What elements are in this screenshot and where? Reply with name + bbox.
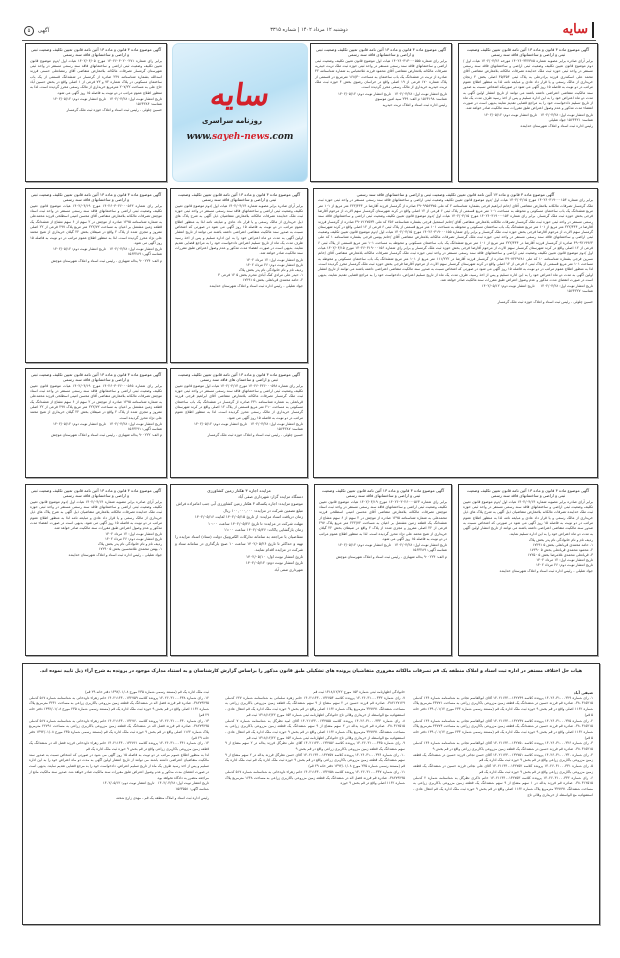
section-name: آگهی <box>37 28 50 34</box>
pub-first: تاریخ انتشار نوبت اول: ۱۴۰۲/۰۴/۲۸ <box>394 91 447 96</box>
notice-body: برابر آرای صادره برابر مصوبه شماره ۱۴۰۲/۰۴/۱۴ هیات اول /دوم موضوع قانون تعیین تکلیف وضعیت ثبتی اراضی و ساختمانهای فاقد سند رسمی مستقر در واحد ثبتی حوزه ثبت ملک خداینده تصرفات مالکانه بلامعارض متقاضیان ذیل آگهی به شرح پلاک های ذیل خریداری از مالک رسمی و یا قرار داد عادی و مبایعه نامه لذا به منظور اطلاع عموم مراتب در دو نوبت به فاصله ۱۵ روز آگهی می شود در صورتی که اشخاص نسبت به صدور سند مالکیت متقاضی اعتراضی داشته باشند می توانند از تاریخ انتشار اولین آگهی به مدت دو ماه اعتراض خود را به این اداره تسلیم نمایند. <box>463 499 593 536</box>
notice-body: برابر آرای صادره برابر مصوبه شماره ۱۴۰۲/۰۴/۱۴ هیات اول /دوم موضوع قانون تعیین تکلیف وضعیت ثبتی اراضی و ساختمانهای فاقد سند رسمی مستقر در واحد ثبتی حوزه ثبت ملک خداینده تصرفات مالکانه بلامعارض متقاضیان ذیل آگهی به شرح پلاک های ذیل خریداری از مالک رسمی و یا قرار داد عادی و مبایعه نامه لذا به منظور اطلاع عموم مراتب در دو نوبت به فاصله ۱۵ روز آگهی می شود در صورتی که اشخاص نسبت به صدور سند مالکیت متقاضی اعتراضی داشته باشند می توانند از تاریخ انتشار اولین آگهی به مدت دو ماه اعتراض خود را به این اداره تسلیم و پس از اخذ رسید ظرف مدت یک ماه از تاریخ تسلیم اعتراض دادخواست خود را به مراجع قضایی تقدیم نمایند. بدیهی است در صورت انقضاء مدت مذکور و عدم وصول اعتراض طبق مقررات سند مالکیت صادر خواهد شد. <box>175 203 303 256</box>
pub-second: تاریخ انتشار نوبت دوم: ۱۴۰۲/۰۵/۱۲ <box>194 421 247 426</box>
notice-box <box>25 43 167 182</box>
notice-id: شناسه: ۱۵۶۳۲۸۴ <box>136 102 162 107</box>
notice-box <box>170 368 308 478</box>
auction-row: موضوع مزایده: اجاره یکساله ۳ هکتار زمین کشاورزی آبی جنب امامزاده فراش <box>176 501 303 506</box>
list-item: ۱- حامد محمدی قربانعلی بخش ۵ ۱۷۲۹۱ <box>532 542 593 547</box>
auction-row: متقاضیان با مراجعه به سامانه تدارکات الکترونیک دولت (ستاد) اسناد مزایده را تهیه و حداکثر تا تاریخ ۱۴۰۲/۰۵/۲۶ ساعت ۱۰ صبح بارگذاری در سامانه ستاد و شرکت در مزایده اقدام نمایند. <box>175 533 303 553</box>
notice-body: برابر رای شماره ۱۴۰۲۶۰۳۰۲۶۰۰۰۵۶۵ مورخ ۱۴۰۲/۰۴/۱۹ هیات موضوع قانون تعیین تکلیف وضعیت ثبتی اراضی و ساختمانهای فاقد سند رسمی مستقر در واحد ثبت اسناد موچش تصرفات مالکانه بلامعارض متقاضی آقای محسن امینی اسطلخی فرزند محمدعلی به شماره شناسنامه ۱۲۹۵ صادره از موچش در ۲ سهم از ۶ سهم مشاع از ششدانگ یک قطعه زمین مشتمل بر اعیان به مساحت ۲۲۲/۷۲ متر مربع پلاک ۲۹۷ فرعی از ۲۲ اصلی مفروز و مجزی شده از پلاک ۲ واقع در صیقلان بخش ۲۲ گیلان خریداری از شیخ محمد علی نژاد محرز گردیده است. <box>30 383 162 420</box>
ruling-paragraph: ۱. رای شماره ۱۴۰۲۶۰۳۱۰۰۰۳۲۹ پرونده کلاسه ۱۴۰۲۱۱۴۴۰۰۱۳۲۷۴۹ آقای ابوالقاسم نجاتی به شناسنامه شماره ۱۳۶ کدملی ۰۳۸۰۳۱۵۲۱۵ صادره قم فرزند حسین در ششدانگ یک قطعه زمین مزروعی باکاربری زراعی به مساحت ۴۳۷۷۱ مترمربع پلاک شماره ۱۱۶۲ اصلی واقع در قم بخش ۹ حوزه ثبت ملک اداره یک قم (مستند رسمی شماره ۲۳۴ مورخ ۱۳۹۰/۰۱/۱۲ دفتر خانه ۵ قم) <box>413 695 593 717</box>
notice-id: شناسه: ۱۵۶۳۴۲۱ جواد شلیلی <box>548 118 593 123</box>
notice-column-right <box>413 690 593 798</box>
pub-first: تاریخ انتشار نوبت اول: ۱۲ مرداد ۱۴۰۲ <box>246 257 303 262</box>
pub-second: تاریخ انتشار نوبت دوم: ۲۶ مرداد ۱۴۰۲ <box>245 263 303 268</box>
notice-title: آگهی موضوع ماده ۳ قانون و ماده ۱۳ آئین نامه قانون تعیین تکلیف وضعیت ثبتی و اراضی و ساختمانهای فاقد سند رسمی <box>356 192 555 197</box>
pub-first: تاریخ انتشار نوبت اول: ۱۲ مرداد ۱۴۰۲ <box>105 531 162 536</box>
ruling-paragraph: لذا به منظور اطلاع عموم مراتب در دو نوبت به فاصله ۱۵ روز آگهی می شود در صورتی که اشخاص نسبت به صدور سند مالکیت متقاضیان اعتراضی داشته باشند می توانند از تاریخ انتشار اولین آگهی به مدت دو ماه اعتراض خود را به این اداره تسلیم و پس از اخذ رسید ظرف یک ماه از تاریخ تسلیم اعتراض، دادخواست خود را به مرجع قضایی تقدیم نمایند. بدیهی است در صورت انقضای مدت مذکور و عدم وصول اعتراض طبق مقررات سند مالکیت صادر خواهد شد. صدور سند مالکیت مانع از مراجعه متضرر به دادگاه نخواهد بود. <box>29 752 209 780</box>
ruling-paragraph: ۱۲. رای شماره ۱۴۰۲۶۰۳۱۰۰۰۳۳۸ پرونده کلاسه ۱۴۰۲۱۱۴۴۰۰۱۳۲۷۵۹ خانم زهراء داودخانی به شناسنامه شماره ۵۱۷ کدملی ۰۳۸۲۷۹۲۹۵ صادره قم فرزند فضل اله در ششدانگ یک قطعه زمین مزروعی باکاربری زراعی به مساحت ۳۲۴۱ مترمربع پلاک شماره ۱۱۶۲ اصلی واقع در قم بخش ۹ حوزه ثبت ملک اداره یک قم (مستند رسمی شماره ۲۳۵ مورخ ۱۳۹۲/۰۱/۰۸ دفتر خانه ۲۹ قم) <box>29 695 209 717</box>
list-item: ۱- حیدر علی مرادی کنگ آبادی محرم بخش ۵ ۱۲ فرعی ۴ <box>218 273 303 278</box>
notice-title: آگهی موضوع ماده ۳ قانون و ماده ۱۳ آئین نامه قانون تعیین تکلیف وضعیت ثبتی و اراضی و ساختمانهای فاقد سند رسمی <box>466 488 590 499</box>
pub-first: تاریخ انتشار نوبت اول: ۱۴۰۲/۰۴/۲۸ <box>250 421 303 426</box>
notice-signature: حسین چلوئی - رئیس ثبت اسناد و املاک حوزه ثبت ملک گرمسار <box>497 299 593 304</box>
auction-title: مزایده اجاره ۳ هکتار زمین کشاورزی <box>207 488 271 493</box>
url-suffix: .com <box>269 132 294 142</box>
ruling-paragraph: ۹. رای شماره ۱۴۰۲۶۰۳۱۰۰۰۳۳۵ پرونده کلاسه ۱۴۰۲۱۱۴۴۰۰۱۳۲۷۵۶ آقای علی نظرگل فرزند یداله در ۲ سهم مشاع از ۹ سهم ششدانگ یک قطعه زمین مزروعی باکاربری زراعی واقع در قم بخش ۹ <box>225 741 405 752</box>
notice-box <box>25 188 167 363</box>
applicants-list <box>30 542 162 552</box>
pub-second: تاریخ انتشار نوبت دوم: ۱۴۰۲/۰۵/۱۲ <box>338 91 391 96</box>
notice-id: شناسه آگهی: ۱۵۶۳۵۵۱ <box>175 786 209 791</box>
pub-second: تاریخ انتشار نوبت دوم: ۱۴۰۲/۰۵/۱۲ <box>53 96 106 101</box>
pub-first: تاریخ انتشار نوبت اول: ۱۴۰۲/۰۴/۲۸ <box>157 781 209 786</box>
notice-signature: م الف: ۹۰۰۲۲۴ یداله شهبازی - رئیس ثبت اسناد و املاک شهرستان موچش <box>335 554 447 559</box>
newspaper-logo[interactable]: سایه <box>563 22 594 38</box>
notice-box <box>314 484 452 656</box>
ruling-paragraph: ۱۰. رای شماره ۱۴۰۲۶۰۳۱۰۰۰۳۳۶ پرونده کلاسه ۱۴۰۲۱۱۴۴۰۰۱۳۲۷۵۷ آقای حسن نظرگل فرزند یداله در ۲ سهم مشاع از ۹ سهم ششدانگ یک قطعه زمین مزروعی باکاربری زراعی واقع در قم بخش ۹ حوزه ثبت ملک اداره یک قم ثبت ملک اداره یک قم (مستند رسمی شماره ۲۳۵ مورخ ۱۳۹۲/۰۱/۰۸ دفتر خانه ۲۹ قم) <box>225 752 405 769</box>
page-section-label <box>24 26 49 36</box>
column-lead: صیفی آباد <box>573 690 593 695</box>
notice-signature: جواد شلیلی - رئیس اداره ثبت اسناد و املاک شهرستان خداینده <box>499 569 593 574</box>
pub-first: تاریخ انتشار نوبت اول: ۱۴۰۲/۰۴/۲۸ <box>109 247 162 252</box>
auction-row: مبلغ تضمین شرکت در مزایده: ۱۰۰,۰۰۰,۰۰۰ ریال <box>223 507 303 513</box>
pub-second: تاریخ انتشار نوبت دوم: ۱۴۰۲/۰۵/۱۲ <box>484 112 537 117</box>
ruling-paragraph: ۱۱. رای شماره ۱۴۰۲۶۰۳۱۰۰۰۳۳۷ پرونده کلاسه ۱۴۰۲۱۱۴۴۰۰۱۳۲۷۵۸ خانم زهراء داودخانی به شناسنامه شماره ۵۱۷ کدملی ۰۳۸۲۷۹۲۹۵ صادره قم فرزند فضل اله در ششدانگ یک قطعه زمین مزروعی باکاربری زراعی به مساحت ۱۶۴۸ مترمربع پلاک شماره ۱۱۶۲ اصلی واقع در قم بخش ۹ حوزه <box>225 769 405 786</box>
pub-first: تاریخ انتشار نوبت اول: ۱۲ مرداد ۱۴۰۲ <box>536 557 593 562</box>
applicants-list <box>175 268 303 283</box>
notice-body: برابر رای شماره ۱۴۰۲۶۰۳۰۲۶۰۰۰۵۶۳ مورخ ۱۴۰۲/۰۴/۱۹ هیات موضوع قانون تعیین تکلیف وضعیت ثبتی اراضی و ساختمانهای فاقد سند رسمی مستقر در واحد ثبت اسناد موچش تصرفات مالکانه بلامعارض متقاضی آقای محسن امینی اسطلخی فرزند محمدعلی به شماره شناسنامه ۱۲۹۵ صادره از موچش در ۲ سهم از ۶ سهم مشاع از ششدانگ یک قطعه زمین مشتمل بر اعیان به مساحت ۲۲۲/۷۲ متر مربع پلاک ۲۹۷ فرعی از ۲۲ اصلی مفروز و مجزی شده از پلاک ۲ واقع در صیقلان بخش ۲۲ گیلان خریداری از شیخ محمد علی نژاد محرز گردیده است. لذا به منظور اطلاع عموم مراتب در دو نوبت به فاصله ۱۵ روز آگهی می شود. <box>30 203 162 245</box>
notice-id: شناسه: ۱۵۶۳۲۲۷ <box>567 289 593 294</box>
list-item: ۲- محمود محمدی قربانعلی بخش ۵ ۱۷۲۹۰ <box>529 547 593 552</box>
list-item: ۱- بهمن محمدی غلامحسین بخش ۵ ۱۷۲۹۰ <box>98 547 162 552</box>
auction-row: دستگاه مزایده گزار: شهرداری صفی آباد <box>237 494 303 500</box>
ruling-paragraph: ۶. رای شماره ۱۴۰۲۶۰۳۱۰۰۰۳۳۲ پرونده کلاسه ۱۴۰۲۱۱۴۴۰۰۱۳۲۷۵۳ خانم ذاکری نظرگل به شناسنامه شماره ۲ کدملی ۰۳۸۰۳۱۲۵۱۵ صادره قم فرزند یداله در ۱ سهم مشاع از ۹ سهم ششدانگ یک قطعه زمین مزروعی باکاربری زراعی به مساحت ششدانگ ۳۲۷۷۹۱ مترمربع پلاک شماره ۱۱۶۲ اصلی واقع در قم بخش ۹ حوزه ثبت ملک اداره یک قم انتقال عادی - استشهادیه مع الواسطه از خریداری وقائی تاج <box>413 775 593 797</box>
notice-column-left <box>29 690 209 801</box>
pub-second: تاریخ انتشار نوبت دوم: ۱۴۰۲/۰۵/۱۲ <box>53 421 106 426</box>
auction-row: مهلت شرکت در مزایده: تا تاریخ ۱۴۰۲/۰۵/۲۶ ساعت ۱۰:۰۰ <box>208 520 303 526</box>
auction-signature: شهرداری صفی آباد <box>274 567 303 572</box>
ruling-paragraph: ۲. رای شماره ۱۴۰۲۶۰۳۱۰۰۰۳۲۵ پرونده کلاسه ۱۴۰۲۱۱۴۴۰۰۱۳۲۷۴۷ آقای ابوالقاسم نجاتی به شناسنامه شماره ۱۳۶ کدملی ۰۳۸۰۳۱۵۲۱۵ صادره قم فرزند حسین در ششدانگ یک قطعه زمین مزروعی باکاربری زراعی به مساحت ۴۳۷۷۴ مترمربع پلاک شماره ۱۱۶۲ اصلی واقع در قم بخش ۹ حوزه ثبت ملک اداره یک قم (مستند رسمی شماره ۲۳۴ مورخ ۱۳۹۰/۰۱/۱۲ دفتر خانه ۵ قم) <box>413 718 593 740</box>
notice-body: برابر رای شماره ۱۴۰۲۶۰۳۰۲۰۰۲۷۱ مورخ ۱۴۰۲/۰۴/۰۵ هیات اول /دوم موضوع قانون تعیین تکلیف وضعیت ثبتی اراضی و ساختمانهای فاقد سند رسمی مستقر در واحد ثبتی شهرستان گرمسار تصرفات مالکانه بلامعارض متقاضی آقای رمضانعلی حسنی فرزند اسدالله بشماره شناسنامه ۲۴۷ صادره از گرمسار در ششدانگ قسمتی از یک باب ساختمان مسکونی در پلاک شماره ۷۲ و ۷۳ فرعی از ۱ اصلی واقع در بخش حسین آباد حاج علی به مساحت ۲۰۷/۲۲ مترمربع خریداری از مالک رسمی محرز گردیده است. لذا به منظور اطلاع عموم مراتب در دو نوبت به فاصله ۱۵ روز آگهی می شود. <box>30 58 163 95</box>
notice-signature: رئیس اداره ثبت اسناد و املاک شهرستان خداینده <box>520 124 593 129</box>
list-header: ردیف نام و نام خانوادگی نام پدر بخش پلاک <box>238 268 303 273</box>
pub-second: تاریخ انتشار نوبت دوم: ۱۴۰۲/۰۵/۱۲ <box>53 247 106 252</box>
notice-title: آگهی موضوع ماده ۳ قانون و ماده ۱۳ آئین نامه قانون تعیین تکلیف وضعیت ثبتی و اراضی و ساختمانهای فاقد سند رسمی <box>30 192 162 203</box>
auction-notice-box <box>170 484 308 656</box>
dispute-board-title: هیات حل اختلاف مستقر در اداره ثبت اسناد و املاک منطقه یک قم تصرفات مالکانه مفروزی متقاضیان پرونده های تشکیلی طبق قانون مذکور را براساس گزارش کارشناسان و به استناد مدارک موجود در پرونده به شرح آراء ذیل تایید نموده اند. <box>39 669 583 674</box>
notice-title: آگهی موضوع ماده ۳ قانون و ماده ۱۳ آئین نامه قانون تعیین تکلیف وضعیت ثبتی و اراضی و ساختمانهای فاقد سند رسمی <box>30 372 162 383</box>
notice-body: برابر رای شماره ۱۴۰۲۶۰۳۱۳۰۰۰۵۵۵ هیات اول موضوع قانون تعیین تکلیف وضعیت ثبتی اراضی و ساختمانهای فاقد سند رسمی مستقر در واحد ثبتی حوزه ثبت ملک تربت حیدریه تصرفات مالکانه بلامعارض متقاضی آقای محمود فرزند غلامعباس به شماره شناسنامه ۴۲ صادره از تربت در ششدانگ یک باب ساختمان به مساحت ۱۶۸/۳۰ مترمربع در قسمتی از پلاک شماره ۱۷۰ فرعی از ۱۹ اصلی واقع در خراسان رضوی بخش ۴ حوزه ثبت ملک تربت حیدریه خریداری از مالک رسمی محرز گردیده است. <box>315 58 447 90</box>
page-number: ۵ <box>24 26 34 36</box>
notice-id: شناسه: ۱۵۶۳۱۹۸ م الف: ۳۴۹ سید امین موسوی <box>374 96 447 101</box>
notice-body: برابر رای شماره ۱۴۰۲۶۰۳۰۲۶۰۰۰۵۶۳ مورخ ۱۴۰۲/۰۴/۱۹ هیات موضوع قانون تعیین تکلیف وضعیت ثبتی اراضی و ساختمانهای فاقد سند رسمی مستقر در واحد ثبت اسناد موچش تصرفات مالکانه بلامعارض متقاضی آقای محسن امینی اسطلخی فرزند محمدعلی به شماره شناسنامه ۱۲۹۵ صادره از موچش در ۲ سهم از ۶ سهم مشاع از ششدانگ یک قطعه زمین مشتمل بر اعیان به مساحت ۲۲۲/۷۲ متر مربع پلاک ۲۹۷ فرعی از ۲۲ اصلی مفروز و مجزی شده از پلاک ۲ واقع در صیقلان بخش ۲۲ گیلان خریداری از شیخ محمد علی نژاد محرز گردیده است. لذا به منظور اطلاع عموم مراتب در دو نوبت به فاصله ۱۵ روز آگهی می شود. <box>319 499 448 541</box>
notice-title: آگهی موضوع ماده ۳ قانون و ماده ۱۳ آئین نامه قانون تعیین تکلیف وضعیت ثبتی و اراضی و ساختمانهای فاقد سند رسمی <box>466 47 590 58</box>
notice-signature: رئیس اداره ثبت اسناد و املاک منطقه یک قم - مهدی زارع شحنه <box>116 795 209 800</box>
pub-second: تاریخ انتشار نوبت دوم: ۱۴۰۲/۰۵/۱۲ <box>338 543 391 548</box>
notice-title: آگهی موضوع ماده ۳ قانون و ماده ۱۳ آئین نامه قانون تعیین تکلیف وضعیت ثبتی و اراضی و ساختمانهای فاقد سند رسمی <box>30 488 162 499</box>
notice-title: آگهی موضوع ماده ۳ قانون و ماده ۱۳ آئین نامه قانون تعیین تکلیف وضعیت ثبتی و اراضی و ساختمانهای فاقد سند رسمی <box>321 488 445 499</box>
notice-signature: رئیس اداره ثبت اسناد و املاک تربت حیدریه <box>382 103 447 108</box>
notice-signature: م الف: ۹۰۰۲۲۴ یداله شهبازی - رئیس ثبت اسناد و املاک شهرستان موچش <box>50 258 162 263</box>
notice-id: شناسه آگهی: ۱۵۶۳۲۸۹ <box>412 548 447 553</box>
pub-second: تاریخ انتشار نوبت دوم: ۲۶ مرداد ۱۴۰۲ <box>104 536 162 541</box>
applicants-list <box>463 538 593 558</box>
auction-row: زمان بازگشایی پاکات: ۱۴۰۲/۰۵/۲۶ ساعت ۱۱:۰۰ <box>223 527 303 533</box>
pub-first: تاریخ انتشار نوبت اول: ۱۴۰۲/۰۴/۲۸ <box>109 421 162 426</box>
notice-id: شناسه: ۱۵۶۳۲۸۷ <box>277 427 303 432</box>
url-brand: sayeh-news <box>212 132 270 142</box>
notice-body: برابر آرای صادره برابر مصوبه شماره ۱۴۰۲/۰۴/۱۴ هیات اول /دوم موضوع قانون تعیین تکلیف وضعیت ثبتی اراضی و ساختمانهای فاقد سند رسمی مستقر در واحد ثبتی حوزه ثبت ملک خداینده تصرفات مالکانه بلامعارض متقاضیان ذیل آگهی به شرح پلاک های ذیل خریداری از مالک رسمی و یا قرار داد عادی و مبایعه نامه لذا به منظور اطلاع عموم مراتب در دو نوبت به فاصله ۱۵ روز آگهی می شود. بدیهی است در صورت انقضاء مدت مذکور و عدم وصول اعتراض طبق مقررات سند مالکیت صادر خواهد شد. <box>30 499 162 531</box>
notice-box <box>458 43 598 182</box>
ruling-paragraph: ۵. رای شماره ۱۴۰۲۶۰۳۱۰۰۰۳۳۱ پرونده کلاسه ۱۴۰۲۱۱۴۴۰۰۱۳۲۷۵۲ آقای علی نجاتی فرزند حسین در ششدانگ یک قطعه زمین مزروعی باکاربری زراعی واقع در قم بخش ۹ حوزه ثبت ملک اداره یک قم <box>413 764 593 774</box>
ruling-paragraph: ۴. رای شماره ۱۴۰۲۶۰۳۱۰۰۰۳۳۰ پرونده کلاسه ۱۴۰۲۱۱۴۴۰۰۱۳۲۷۵۱ آقای حسن نجاتی فرزند حسین در ششدانگ یک قطعه زمین مزروعی باکاربری زراعی واقع در قم بخش ۹ حوزه ثبت ملک اداره یک قم <box>413 752 593 763</box>
notice-body: برابر رای شماره ۱۴۰۲۶۰۳۱۹۰۰۰۱۵۴ مورخ ۱۴۰۲/۰۴/۱۵ هیات اول /دوم موضوع قانون تعیین تکلیف وضعیت ثبتی اراضی و ساختمانهای فاقد سند رسمی مستقر در واحد ثبتی حوزه ثبت ملک گرمسار تصرفات مالکانه بلامعارض متقاضی آقای /خانم ابراهیم فرجی بشماره شناسنامه ۲ کد ملی ۴۹۰۹۹۵۶۳۷۵ صادره از گرمسار فرزند آقارضا در ۲۲۲/۴۴۴ متر مربع از ۱۰۱ متر مربع ششدانگ یک باب ساختمان مسکونی و محوطه به مساحت ۱۰۱ متر مربع قسمتی از پلاک ثبتی ۶ فرعی از ۱۲ اصلی واقع در کرند شهرستان گرمسار سهم الارث از مرحوم آقارضا فرجی بخش حوزه ثبت ملک گرمسار. برابر رای شماره ۱۴۰۲۶۰۳۱۹۰۰۰۱۵۴ مورخ ۱۴۰۲/۰۴/۱۵ هیات اول /دوم موضوع قانون تعیین تکلیف وضعیت ثبتی اراضی و ساختمانهای فاقد سند رسمی مستقر در واحد ثبتی حوزه ثبت ملک گرمسار تصرفات مالکانه بلامعارض متقاضی آقای /خانم اسمعیل فرجی بشماره شناسنامه ۲۵۶ کد ملی ۴۹۰۷۱۲۷۵۳۴ صادره از گرمسار فرزند آقارضا در ۲۲۲/۴۴۴ متر مربع از ۱۰۱ متر مربع ششدانگ یک باب ساختمان مسکونی و محوطه به مساحت ۱۰۱ متر مربع قسمتی از پلاک ثبتی ۶ فرعی از ۱۲ اصلی واقع در کرند شهرستان گرمسار سهم الارث از مرحوم آقارضا فرجی بخش حوزه ثبت ملک گرمسار و برابر رای شماره ۱۴۰۲۶۰۳۱۹۰۰۰۱۵۵ مورخ ۱۴۰۲/۰۴/۱۵ هیات اول /دوم موضوع قانون تعیین تکلیف وضعیت ثبتی اراضی و ساختمانهای فاقد سند رسمی مستقر در واحد ثبتی حوزه ثبت ملک گرمسار تصرفات مالکانه بلامعارض متقاضی آقای /خانم یونس فرجی بشماره شناسنامه ۱ کد ملی ۴۹۰۹۲۱۹۹۶۳ صادره از گرمسار فرزند آقارضا در ۲۲۲/۴۴۴ متر مربع از ۱۰۱ متر مربع ششدانگ یک باب ساختمان مسکونی و محوطه به مساحت ۱۰۱ متر مربع قسمتی از پلاک ثبتی ۶ فرعی از ۱۲ اصلی واقع در کرند شهرستان گرمسار سهم الارث از مرحوم آقارضا فرجی بخش حوزه ثبت ملک گرمسار و برابر رای شماره ۱۴۰۲۶۰۳۱۹۰۰۰۱۵۶ مورخ ۱۴۰۲/۰۴/۱۵ هیات اول /دوم موضوع قانون تعیین تکلیف وضعیت ثبتی اراضی و ساختمانهای فاقد سند رسمی مستقر در واحد ثبتی حوزه ثبت ملک گرمسار تصرفات مالکانه بلامعارض متقاضی آقای /خانم نسرین فرجی بشماره شناسنامه ۱۰ کد ملی ۴۹۰۷۲۲۹۶۸۱ صادره از گرمسار فرزند آقارضا در ۱۱۱/۲۲۲ متر مربع از ۱۰۱ متر مربع ششدانگ یک باب ساختمان مسکونی و محوطه به مساحت ۱۰۱ متر مربع قسمتی از پلاک ثبتی ۶ فرعی از ۱۲ اصلی واقع در کرند شهرستان گرمسار سهم الارث از مرحوم آقارضا فرجی بخش حوزه ثبت ملک گرمسار محرز گردیده است. لذا به منظور اطلاع عموم مراتب در دو نوبت به فاصله ۱۵ روز آگهی می شود در صورتی که اشخاص نسبت به صدور سند مالکیت متقاضی اعتراضی داشته باشند می توانند از تاریخ انتشار اولین آگهی به مدت دو ماه اعتراض خود را به این اداره تسلیم و پس از اخذ رسید، ظرف مدت یک ماه از تاریخ تسلیم اعتراض، دادخواست خود را به مراجع قضایی تقدیم نمایند، بدیهی است در صورت انقضای مدت مذکور و عدم وصول اعتراض طبق مقررات سند مالکیت صادر خواهد شد. <box>318 198 594 282</box>
ruling-paragraph: ۷. رای شماره ۱۴۰۲۶۰۳۱۰۰۰۳۳۳ پرونده کلاسه ۱۴۰۲۱۱۴۴۰۰۱۳۲۷۵۴ خانم زهره سلمانی به شناسنامه شماره ۶۲۷ کدملی ۰۳۸۲۱۲۷۱۲۹ صادره قم فرزند حسین در ۲ سهم مشاع از ۹ سهم ششدانگ یک قطعه زمین مزروعی باکاربری زراعی به مساحت ششدانگ ۳۲۷۷۹۱ مترمربع پلاک شماره ۱۱۶۲ اصلی واقع در قم بخش ۹ حوزه ثبت ملک اداره یک قم انتقال عادی - استشهادیه مع الواسطه از خریداری وقائی تاج خانوادگی اظهارنامه ثبتی شماره ۱۵۳ مورخ ۱۳۱۸/۱۲/۲۲ ثبت قم <box>225 695 406 717</box>
ruling-paragraph: ۸. رای شماره ۱۴۰۲۶۰۳۱۰۰۰۳۳۴ پرونده کلاسه ۱۴۰۲۱۱۴۴۰۰۱۳۲۷۵۵ آقای امید نظرگل به شناسنامه شماره ۷ کدملی ۰۳۸۰۳۱۲۵۱۵ صادره قم فرزند یداله در ۲ سهم مشاع از ۹ سهم ششدانگ یک قطعه زمین مزروعی باکاربری زراعی به مساحت ششدانگ ۳۲۷۷۹۱ مترمربع پلاک شماره ۱۱۶۲ اصلی واقع در قم بخش ۹ حوزه ثبت ملک اداره یک قم انتقال عادی - استشهادیه مع الواسطه از خریداری وقائی تاج خانوادگی اظهارنامه ثبتی شماره ۱۵۳ مورخ ۱۳۱۸/۱۲/۲۲ ثبت قم <box>225 718 405 740</box>
notice-body: برابر رای شماره ۱۴۰۲۶۰۳۲۶۰۰۰۵۹۸ مورخ ۱۴۰۲/۰۴/۱۴ هیات اول موضوع قانون تعیین تکلیف وضعیت ثبتی اراضی و ساختمانهای فاقد سند رسمی مستقر در واحد ثبتی حوزه ثبت ملک گرمسار تصرفات مالکانه بلامعارض متقاضی آقای ابراهیم فرجی فرزند قربانعلی به شماره شناسنامه ۲۳۱ صادره از گرمسار در ششدانگ یک باب ساختمان مسکونی به مساحت ۲۱۰ متر مربع قسمتی از پلاک ۱۲ اصلی واقع در کرند شهرستان گرمسار خریداری از مالک رسمی محرز گردیده است. لذا به منظور اطلاع عموم مراتب در دو نوبت به فاصله ۱۵ روز آگهی می شود. <box>174 383 303 420</box>
pub-first: تاریخ انتشار نوبت اول: ۱۴۰۲/۰۴/۲۸ <box>540 112 593 117</box>
auction-row: تاریخ انتشار نوبت دوم: ۱۴۰۲/۰۵/۱۲ <box>245 560 303 566</box>
notice-id: شناسه آگهی: ۱۵۶۳۲۹۱ <box>127 427 162 432</box>
newspaper-banner-ad[interactable] <box>172 43 308 182</box>
notice-box <box>310 43 452 182</box>
pub-first: تاریخ انتشار نوبت اول: ۱۴۰۲/۰۴/۲۸ <box>109 96 162 101</box>
notice-signature: حسین چلوئی - رئیس ثبت اسناد و املاک حوزه ثبت ملک گرمسار <box>207 433 303 438</box>
notice-body: برابر آرای صادره برابر مصوبه شماره ۱۴۰۲۶۰۳۲۲۳۸۵ مورخه ۱۴۰۲/۰۴/۲۶ هیات اول /دوم موضوع قانون تعیین تکلیف وضعیت ثبتی اراضی و ساختمانهای فاقد سند رسمی مستقر در واحد ثبتی حوزه ثبت ملک خداینده تصرفات مالکانه بلامعارض متقاضی آقای محمد علی اسکندری فرزند برادرعلی به پلاک ثبتی ۳۵/۳۵۴ اصلی بخش ۴ زنجان خریداری از مالک رسمی و یا قرار داد عادی و مبایعه نامه لذا به منظور اطلاع عموم مراتب در دو نوبت به فاصله ۱۵ روز آگهی می شود در صورتیکه اشخاص نسبت به صدور سند مالکیت متقاضی اعتراضی داشته باشند می توانند از تاریخ انتشار اولین آگهی به مدت دو ماه اعتراض خود را به این اداره تسلیم و پس از اخذ رسید ظرف مدت یک ماه از تاریخ تسلیم دادخواست خود را به مراجع قضایی تقدیم نمایند بدیهی است در صورت انقضاء مدت مذکور و عدم وصول اعتراض طبق مقررات سند مالکیت صادر خواهد شد. <box>463 58 593 111</box>
notice-id: شناسه آگهی: ۱۵۶۳۲۸۹ <box>127 252 162 257</box>
ruling-paragraph: ۳. رای شماره ۱۴۰۲۶۰۳۱۰۰۰۳۲۶ پرونده کلاسه ۱۴۰۲۱۱۴۴۰۰۱۳۲۷۵۰ آقای ابوالقاسم نجاتی به شناسنامه شماره ۱۳۶ کدملی ۰۳۸۰۳۱۵۲۱۵ صادره قم فرزند حسین در ششدانگ یک قطعه زمین مزروعی باکاربری زراعی واقع در قم بخش ۹ <box>413 741 593 752</box>
notice-signature: م الف: ۹۰۰۲۲۲ یداله شهبازی - رئیس ثبت اسناد و املاک شهرستان موچش <box>50 433 162 438</box>
url-prefix: www. <box>186 132 213 142</box>
pub-second: تاریخ انتشار نوبت دوم: ۱۴۰۲/۰۵/۱۲ <box>481 284 535 289</box>
pub-second: تاریخ انتشار نوبت دوم: ۲۶ مرداد ۱۴۰۲ <box>535 563 593 568</box>
notice-box <box>458 484 598 656</box>
pub-second: تاریخ انتشار نوبت دوم: ۱۴۰۲/۰۵/۱۲ <box>102 781 155 786</box>
notice-box <box>170 188 308 363</box>
notice-box <box>25 484 167 656</box>
banner-logo: سایه <box>208 78 272 113</box>
pub-first: تاریخ انتشار نوبت اول: ۱۴۰۲/۰۴/۲۸ <box>540 284 593 289</box>
notice-pub-dates <box>175 258 303 269</box>
column-lead: ثبت ملک اداره یک قم (مستند رسمی شماره ۲۳۵ مورخ ۱۳۹۲/۰۱/۰۸ دفتر خانه ۲۹ قم) <box>85 690 209 694</box>
notice-title: آگهی موضوع ماده ۳ قانون و ماده ۱۳ آئین نامه قانون تعیین تکلیف وضعیت ثبتی و اراضی و ساختمانهای فاقد سند رسمی <box>177 192 301 203</box>
banner-subtitle: روزنامه سراسری <box>202 117 262 125</box>
notice-title: آگهی موضوع ماده ۳ قانون و ماده ۱۳ آئین نامه قانون تعیین تکلیف وضعیت ثبتی و اراضی و ساختمانهای فاقد سند رسمی <box>315 47 447 58</box>
page-header <box>22 24 596 41</box>
notice-signature: جواد شلیلی - رئیس اداره ثبت اسناد و املاک شهرستان خداینده <box>209 284 303 289</box>
notice-box-large <box>313 188 598 478</box>
column-lead: خانوادگی اظهارنامه ثبتی شماره ۱۵۳ مورخ ۱۳۱۸/۱۲/۲۲ ثبت قم <box>313 690 405 694</box>
banner-url[interactable] <box>173 132 307 142</box>
notice-title: آگهی موضوع ماده ۳ قانون و ماده ۱۳ آئین نامه قانون تعیین تکلیف وضعیت ثبتی و اراضی و ساختمان های فاقد سند رسمی <box>177 372 301 383</box>
issue-dateline: دوشنبه ۱۲ مرداد ۱۴۰۲ | شماره ۳۳۱۵ <box>270 27 348 33</box>
notice-box <box>25 368 167 478</box>
pub-first: تاریخ انتشار نوبت اول: ۱۴۰۲/۰۴/۲۸ <box>394 543 447 548</box>
ruling-paragraph: ۱۴. رای شماره ۱۴۰۲۶۰۳۱۰۰۰۳۴۱ پرونده کلاسه ۱۴۰۲۱۱۴۴۰۰۱۳۲۷۶۱ خانم زهراء داودخانی فرزند فضل اله در ششدانگ یک قطعه زمین مزروعی باکاربری زراعی واقع در قم بخش ۹ حوزه ثبت ملک اداره یک قم <box>29 741 209 752</box>
list-item: ۲- حامد محمدی قربانعلی بخش ۵ ۱۷۲۹۱ <box>242 278 303 283</box>
list-item: ۳- قربانعلی محمدی غلامرضا بخش ۵ ۱۷۲۵۰ <box>527 552 593 557</box>
dispute-board-notice <box>22 663 600 925</box>
list-header: ردیف نام و نام خانوادگی نام پدر بخش پلاک <box>97 542 162 547</box>
notice-title: آگهی موضوع ماده ۳ قانون و ماده ۱۳ آئین نامه قانون تعیین تکلیف وضعیت ثبتی و اراضی و ساختمانهای فاقد سند رسمی <box>30 47 162 58</box>
auction-row: زمان دریافت اسناد مزایده: از تاریخ ۱۴۰۲/۰۵/۱۵ لغایت ۱۴۰۲/۰۵/۱۶ <box>194 514 303 520</box>
notice-signature: جواد شلیلی - رئیس اداره ثبت اسناد و املاک شهرستان خداینده <box>68 553 162 558</box>
ruling-paragraph: ۱۳. رای شماره ۱۴۰۲۶۰۳۱۰۰۰۳۴۰ پرونده کلاسه ۱۴۰۲۱۱۴۴۰۰۱۳۲۷۶۰ خانم زهراء داودخانی به شناسنامه شماره ۵۱۷ کدملی ۰۳۸۲۷۹۲۹۵ صادره قم فرزند فضل اله در ششدانگ یک قطعه زمین مزروعی باکاربری زراعی به مساحت ۲۲۷۹۱ مترمربع پلاک شماره ۱۱۶۲ اصلی واقع در قم بخش ۹ حوزه ثبت ملک اداره یک قم (مستند رسمی شماره ۲۳۵ مورخ ۱۳۹۲/۰۱/۰۸ دفتر خانه ۲۹ قم) <box>29 718 210 740</box>
auction-row: تاریخ انتشار نوبت اول: ۱۴۰۲/۰۵/۱۰ <box>246 553 303 559</box>
list-header: ردیف نام و نام خانوادگی نام پدر بخش پلاک <box>528 537 593 542</box>
notice-signature: حسین چلوئی - رئیس ثبت اسناد و املاک حوزه ثبت ملک گرمسار <box>66 108 162 113</box>
notice-column-middle <box>225 690 405 787</box>
